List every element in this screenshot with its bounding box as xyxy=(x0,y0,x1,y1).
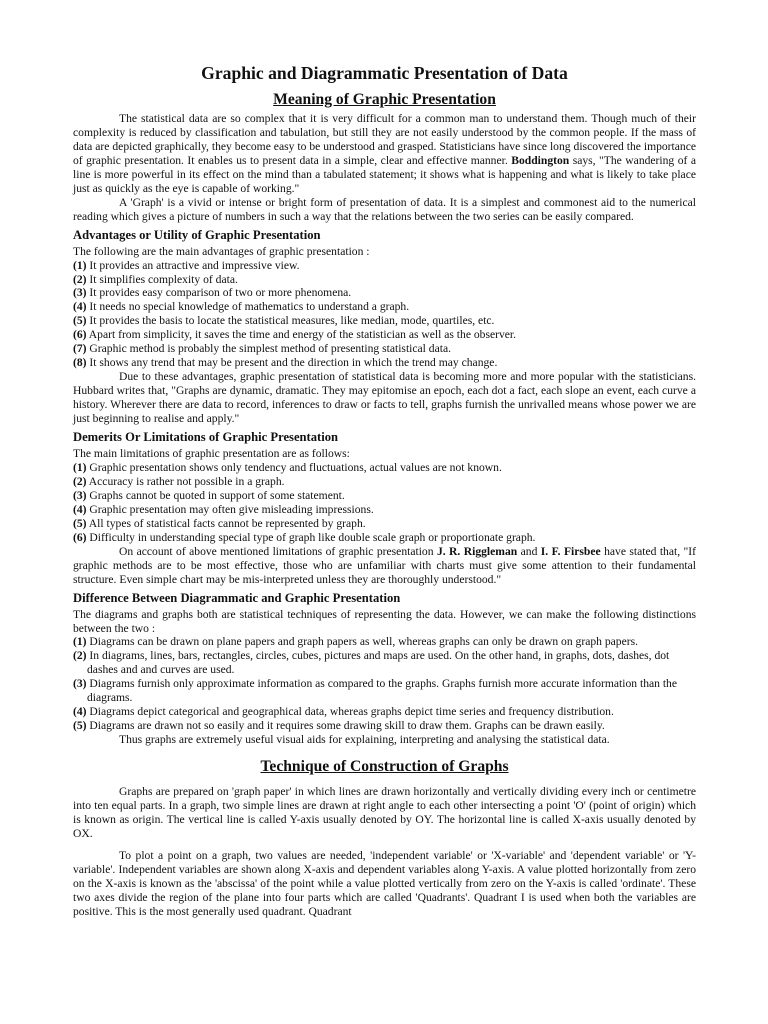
list-item xyxy=(73,273,696,287)
list-item-number: (4) xyxy=(73,300,87,314)
advantages-list xyxy=(73,259,696,371)
list-item-number: (5) xyxy=(73,314,87,328)
technique-paragraph-1: Graphs are prepared on 'graph paper' in which lines are drawn horizontally and vertically dividing every inch or centimetre into ten equal parts. In a graph, two simple lines are drawn at right angle to each other intersecting a point 'O' (point of origin) which is known as origin. The vertical line is called Y-axis usually denoted by OY. The horizontal line is called X-axis usually denoted by OX. xyxy=(73,785,696,840)
list-item-text: Accuracy is rather not possible in a graph. xyxy=(86,474,285,488)
section-heading-difference: Difference Between Diagrammatic and Graphic Presentation xyxy=(73,590,401,605)
section-heading-meaning: Meaning of Graphic Presentation xyxy=(273,91,496,108)
list-item-text: Diagrams furnish only approximate information as compared to the graphs. Graphs furnish more accurate information than the diagrams. xyxy=(86,677,677,705)
list-item xyxy=(73,677,696,705)
paragraph-text: says, "The wandering of a line is more powerful in its effect on the mind than a tabulated statement; it shows what is happening and what is likely to take place just as quickly as the eye is capable of working." xyxy=(73,153,696,195)
paragraph-meaning-2: A 'Graph' is a vivid or intense or bright form of presentation of data. It is a simplest and commonest aid to the numerical reading which gives a picture of numbers in such a way that the relations between the two series can be easily compared. xyxy=(73,195,696,223)
list-item xyxy=(73,328,696,342)
list-item xyxy=(73,300,696,314)
paragraph-text: The statistical data are so complex that it is very difficult for a common man to understand them. Though much of their complexity is reduced by classification and tabulation, but still they are not easily understood by the common people. If the mass of data are depicted graphically, they become easy to be understood and grasped. Statisticians have since long discovered the importance of graphic presentation. It enables us to present data in a simple, clear and effective manner. xyxy=(73,112,696,167)
advantages-closing: Due to these advantages, graphic presentation of statistical data is becoming more and more popular with the statisticians. Hubbard writes that, "Graphs are dynamic, dramatic. They may epitomise an epoch, each dot a fact, each slope an event, each curve a history. Wherever there are data to record, inferences to draw or facts to tell, graphs furnish the unrivalled means whose power we are just beginning to realise and apply." xyxy=(73,370,696,426)
list-item-text: It shows any trend that may be present and the direction in which the trend may change. xyxy=(86,356,498,370)
list-item-text: Diagrams are drawn not so easily and it requires some drawing skill to draw them. Graphs can be drawn easily. xyxy=(86,719,605,733)
list-item-text: It simplifies complexity of data. xyxy=(86,272,238,286)
paragraph-text: have stated that, "If graphic methods are to be most effective, those who are unfamiliar with charts must give some attention to their fundamental structure. Even simple chart may be mis-interpreted unless they are thoroughly understood." xyxy=(73,544,696,586)
difference-list xyxy=(73,635,696,733)
paragraph-meaning-1 xyxy=(73,112,696,196)
advantages-intro: The following are the main advantages of graphic presentation : xyxy=(73,244,370,258)
list-item-number: (4) xyxy=(73,705,87,719)
list-item-text: Graphs cannot be quoted in support of some statement. xyxy=(86,488,345,502)
technique-paragraph-2: To plot a point on a graph, two values are needed, 'independent variable' or 'X-variable' and 'dependent variable' or 'Y-variable'. Independent variables are shown along X-axis and dependent variables along Y-axis. A value plotted horizontally from zero on the X-axis is known as the 'abscissa' of the point while a value plotted vertically from zero on the Y-axis is called 'ordinate'. These two axes divide the region of the plane into four parts which are called 'Quadrants'. Quadrant I is used when both the variables are positive. This is the most generally used quadrant. Quadrant xyxy=(73,848,696,918)
list-item-text: It provides easy comparison of two or more phenomena. xyxy=(86,286,352,300)
list-item xyxy=(73,489,696,503)
paragraph-text: On account of above mentioned limitations of graphic presentation xyxy=(119,544,437,558)
section-heading-advantages: Advantages or Utility of Graphic Presentation xyxy=(73,227,321,242)
list-item xyxy=(73,705,696,719)
list-item-number: (6) xyxy=(73,530,87,544)
list-item xyxy=(73,342,696,356)
list-item-number: (2) xyxy=(73,649,87,663)
list-item xyxy=(73,517,696,531)
list-item xyxy=(73,461,696,475)
list-item-text: Diagrams depict categorical and geographical data, whereas graphs depict time series and frequency distribution. xyxy=(86,705,614,719)
list-item-number: (3) xyxy=(73,286,87,300)
difference-closing: Thus graphs are extremely useful visual aids for explaining, interpreting and analysing the statistical data. xyxy=(119,733,610,747)
bold-name-firsbee: I. F. Firsbee xyxy=(540,544,601,558)
list-item-number: (6) xyxy=(73,328,87,342)
list-item xyxy=(73,314,696,328)
list-item-number: (5) xyxy=(73,719,87,733)
demerits-list xyxy=(73,461,696,545)
section-heading-demerits: Demerits Or Limitations of Graphic Presentation xyxy=(73,430,339,445)
bold-name-riggleman: J. R. Riggleman xyxy=(436,544,518,558)
bold-name-boddington: Boddington xyxy=(511,153,570,167)
list-item-text: Difficulty in understanding special type of graph like double scale graph or proportionate graph. xyxy=(86,530,536,544)
list-item-text: In diagrams, lines, bars, rectangles, circles, cubes, pictures and maps are used. On the other hand, in graphs, dots, dashes, dot dashes and and curves are used. xyxy=(86,649,670,677)
list-item-number: (2) xyxy=(73,272,87,286)
list-item-number: (5) xyxy=(73,516,87,530)
document-title: Graphic and Diagrammatic Presentation of Data xyxy=(201,63,568,83)
list-item-number: (3) xyxy=(73,677,87,691)
list-item xyxy=(73,719,696,733)
list-item-text: It needs no special knowledge of mathematics to understand a graph. xyxy=(86,300,410,314)
list-item xyxy=(73,503,696,517)
list-item-text: All types of statistical facts cannot be represented by graph. xyxy=(86,516,366,530)
list-item-number: (7) xyxy=(73,342,87,356)
list-item-number: (1) xyxy=(73,258,87,272)
list-item-text: Diagrams can be drawn on plane papers and graph papers as well, whereas graphs can only be drawn on graph papers. xyxy=(86,635,638,649)
list-item-number: (1) xyxy=(73,635,87,649)
list-item-number: (2) xyxy=(73,474,87,488)
list-item-number: (8) xyxy=(73,356,87,370)
list-item-text: Graphic presentation may often give misleading impressions. xyxy=(86,502,374,516)
list-item xyxy=(73,649,696,677)
list-item-text: Graphic presentation shows only tendency and fluctuations, actual values are not known. xyxy=(86,460,502,474)
list-item-text: Graphic method is probably the simplest method of presenting statistical data. xyxy=(86,342,452,356)
paragraph-text: and xyxy=(517,544,541,558)
demerits-closing xyxy=(73,545,696,587)
demerits-intro: The main limitations of graphic presentation are as follows: xyxy=(73,447,350,461)
list-item xyxy=(73,356,696,370)
list-item xyxy=(73,531,696,545)
list-item xyxy=(73,635,696,649)
list-item xyxy=(73,259,696,273)
difference-intro: The diagrams and graphs both are statistical techniques of representing the data. However, we can make the following distinctions between the two : xyxy=(73,607,696,635)
section-heading-technique: Technique of Construction of Graphs xyxy=(260,758,509,776)
list-item-number: (4) xyxy=(73,502,87,516)
list-item xyxy=(73,475,696,489)
list-item-number: (1) xyxy=(73,460,87,474)
list-item-number: (3) xyxy=(73,488,87,502)
list-item-text: Apart from simplicity, it saves the time and energy of the statistician as well as the observer. xyxy=(86,328,517,342)
list-item-text: It provides the basis to locate the statistical measures, like median, mode, quartiles, etc. xyxy=(86,314,495,328)
list-item xyxy=(73,286,696,300)
list-item-text: It provides an attractive and impressive view. xyxy=(86,258,300,272)
